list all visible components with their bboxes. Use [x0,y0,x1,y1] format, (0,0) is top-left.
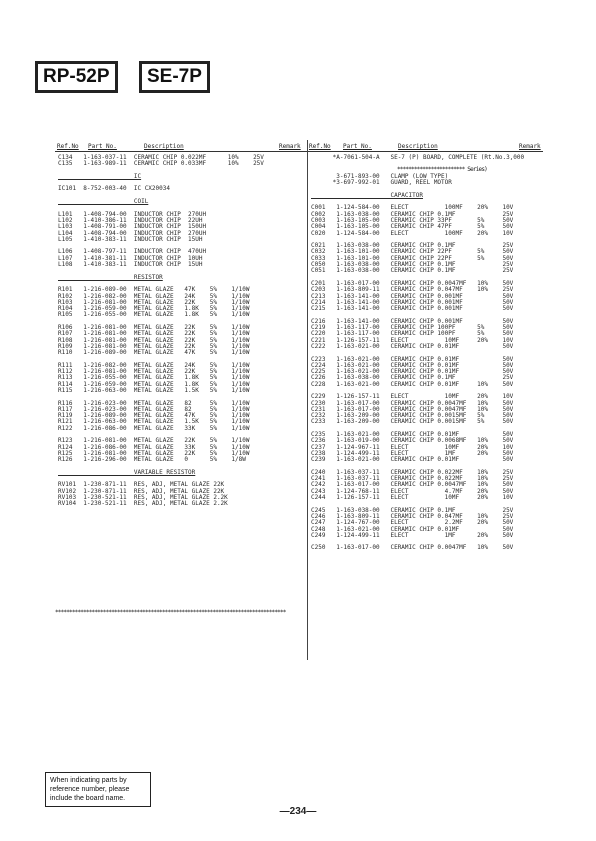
left-part-row: R112 1-216-081-00 METAL GLAZE 22K 5% 1/10W [58,368,250,376]
left-part-row: RV103 1-230-521-11 RES, ADJ, METAL GLAZE 2.2K [58,494,228,502]
right-part-row: C221 1-126-157-11 ELECT 10MF 20% 10V [311,336,514,344]
parts-list-right [311,155,524,552]
left-part-row: R106 1-216-081-00 METAL GLAZE 22K 5% 1/10W [58,324,250,332]
left-part-row: R103 1-216-081-00 METAL GLAZE 22K 5% 1/10W [58,298,250,306]
right-part-row: C226 1-163-038-00 CERAMIC CHIP 0.1MF 25V [311,374,514,382]
header-description-right: Description [398,143,438,150]
right-part-row: C223 1-163-021-00 CERAMIC CHIP 0.01MF 50V [311,355,514,363]
left-part-row: R125 1-216-081-00 METAL GLAZE 22K 5% 1/10W [58,449,250,457]
right-part-row: C004 1-163-105-00 CERAMIC CHIP 47PF 5% 50V [311,223,514,231]
right-part-row: C232 1-163-209-00 CERAMIC CHIP 0.0015MF 5% 50V [311,412,514,420]
left-section-heading: RESISTOR [58,273,163,281]
left-part-row: R119 1-216-089-00 METAL GLAZE 47K 5% 1/10W [58,412,250,420]
left-part-row: R107 1-216-081-00 METAL GLAZE 22K 5% 1/10W [58,330,250,338]
left-part-row: RV101 1-230-871-11 RES, ADJ, METAL GLAZE 22K [58,481,225,489]
header-ref-no-right: Ref.No [309,143,331,150]
right-part-row: C203 1-163-809-11 CERAMIC CHIP 0.047MF 10% 25V [311,286,514,294]
header-ref-no: Ref.No [57,143,79,150]
left-part-row: R111 1-216-082-00 METAL GLAZE 24K 5% 1/10W [58,361,250,369]
left-part-row: RV104 1-230-521-11 RES, ADJ, METAL GLAZE 2.2K [58,500,228,508]
left-part-row: R101 1-216-089-00 METAL GLAZE 47K 5% 1/10W [58,286,250,294]
left-part-row: R108 1-216-081-00 METAL GLAZE 22K 5% 1/10W [58,336,250,344]
right-part-row: C247 1-124-767-00 ELECT 2.2MF 20% 50V [311,519,514,527]
right-part-row: C201 1-163-017-00 CERAMIC CHIP 0.0047MF 10% 50V [311,279,514,287]
reference-note: When indicating parts by reference number, please include the board name. [45,772,151,807]
right-part-row: C220 1-163-117-00 CERAMIC CHIP 100PF 5% 50V [311,330,514,338]
right-part-row: C244 1-126-157-11 ELECT 10MF 20% 10V [311,494,514,502]
right-part-row: C229 1-126-157-11 ELECT 10MF 20% 10V [311,393,514,401]
right-part-row: C248 1-163-021-00 CERAMIC CHIP 0.01MF 50V [311,525,514,533]
left-part-row: L107 1-410-381-11 INDUCTOR CHIP 10UH [58,254,203,262]
left-part-row: R124 1-216-086-00 METAL GLAZE 33K 5% 1/10W [58,443,250,451]
left-part-row: L103 1-408-791-00 INDUCTOR CHIP 150UH [58,223,207,231]
header-description: Description [144,143,184,150]
right-part-row: C230 1-163-017-00 CERAMIC CHIP 0.0047MF 10% 50V [311,399,514,407]
left-part-row: IC101 8-752-003-40 IC CX20034 [58,185,170,193]
right-part-row: C002 1-163-038-00 CERAMIC CHIP 0.1MF 25V [311,210,514,218]
left-section-heading: IC [58,172,142,180]
left-part-row: L108 1-410-383-11 INDUCTOR CHIP 15UH [58,261,203,269]
header-part-no: Part No. [88,143,117,150]
left-part-row: R104 1-216-059-00 METAL GLAZE 1.8K 5% 1/10W [58,305,250,313]
left-part-row: L105 1-410-383-11 INDUCTOR CHIP 15UH [58,235,203,243]
right-part-row: C219 1-163-117-00 CERAMIC CHIP 100PF 5% 50V [311,324,514,332]
left-part-row: R115 1-216-063-00 METAL GLAZE 1.5K 5% 1/10W [58,386,250,394]
header-part-no-right: Part No. [343,143,372,150]
right-part-row: C238 1-124-499-11 ELECT 1MF 20% 50V [311,449,514,457]
right-part-row: C214 1-163-141-00 CERAMIC CHIP 0.001MF 50V [311,298,514,306]
column-divider [307,140,308,660]
right-part-row: C239 1-163-021-00 CERAMIC CHIP 0.01MF 50V [311,456,514,464]
right-section-heading: CAPACITOR [311,191,423,199]
left-part-row: R110 1-216-089-00 METAL GLAZE 47K 5% 1/10W [58,349,250,357]
left-part-row: R122 1-216-086-00 METAL GLAZE 33K 5% 1/10W [58,424,250,432]
right-part-row: C032 1-163-101-00 CERAMIC CHIP 22PF 5% 50V [311,248,514,256]
left-part-row: R113 1-216-055-00 METAL GLAZE 1.8K 5% 1/10W [58,374,250,382]
right-part-row: *3-697-992-01 GUARD, REEL MOTOR [311,179,452,187]
left-part-row: R123 1-216-081-00 METAL GLAZE 22K 5% 1/10W [58,437,250,445]
right-part-row: C021 1-163-038-00 CERAMIC CHIP 0.1MF 25V [311,242,514,250]
page-number: —234— [279,806,317,817]
right-part-row: C242 1-163-017-00 CERAMIC CHIP 0.0047MF 10% 50V [311,481,514,489]
right-part-row: C235 1-163-021-00 CERAMIC CHIP 0.01MF 50V [311,431,514,439]
left-part-row: L104 1-408-794-00 INDUCTOR CHIP 270UH [58,229,207,237]
right-part-row: 3-671-893-00 CLAMP (LOW TYPE) [311,172,449,180]
right-part-row: C222 1-163-021-00 CERAMIC CHIP 0.01MF 50V [311,342,514,350]
right-part-row: C051 1-163-038-00 CERAMIC CHIP 0.1MF 25V [311,267,514,275]
right-part-row: C231 1-163-017-00 CERAMIC CHIP 0.0047MF 10% 50V [311,405,514,413]
left-part-row: RV102 1-230-871-11 RES, ADJ, METAL GLAZE 22K [58,487,225,495]
left-part-row: R114 1-216-059-00 METAL GLAZE 1.8K 5% 1/10W [58,380,250,388]
left-part-row: R116 1-216-023-00 METAL GLAZE 82 5% 1/10W [58,399,250,407]
right-part-row: *A-7061-504-A SE-7 (P) BOARD, COMPLETE (Rt.No.3,000 [311,154,525,161]
right-part-row: C243 1-124-768-11 ELECT 4.7MF 20% 50V [311,487,514,495]
right-part-row: C237 1-124-967-11 ELECT 10MF 20% 10V [311,443,514,451]
header-divider [55,151,543,152]
left-part-row: R126 1-216-296-00 METAL GLAZE 0 5% 1/8W [58,456,246,464]
header-remark-right: Remark [519,143,541,150]
right-part-row: C233 1-163-209-00 CERAMIC CHIP 0.0015MF 5% 50V [311,418,514,426]
left-part-row: R105 1-216-055-00 METAL GLAZE 1.8K 5% 1/10W [58,311,250,319]
right-part-row: C236 1-163-019-00 CERAMIC CHIP 0.0068MF 10% 50V [311,437,514,445]
left-part-row: L102 1-410-386-11 INDUCTOR CHIP 22UH [58,216,203,224]
model-label-rp52p: RP-52P [36,62,117,92]
right-part-row: C240 1-163-037-11 CERAMIC CHIP 0.022MF 10% 25V [311,468,514,476]
right-part-row: C050 1-163-038-00 CERAMIC CHIP 0.1MF 25V [311,261,514,269]
right-part-row: C245 1-163-038-00 CERAMIC CHIP 0.1MF 25V [311,506,514,514]
right-part-row: C224 1-163-021-00 CERAMIC CHIP 0.01MF 50V [311,361,514,369]
left-part-row: R102 1-216-082-00 METAL GLAZE 24K 5% 1/10W [58,292,250,300]
right-part-row: C213 1-163-141-00 CERAMIC CHIP 0.001MF 50V [311,292,514,300]
left-part-row: C135 1-163-989-11 CERAMIC CHIP 0.033MF 10% 25V [58,160,264,168]
model-label-se7p: SE-7P [140,62,209,92]
right-part-row: C020 1-124-584-00 ELECT 100MF 20% 10V [311,229,514,237]
left-part-row: R109 1-216-081-00 METAL GLAZE 22K 5% 1/10W [58,342,250,350]
right-part-row: C228 1-163-021-00 CERAMIC CHIP 0.01MF 10% 50V [311,380,514,388]
header-remark: Remark [279,143,301,150]
section-divider-stars: ********************************************************************************** [55,609,286,616]
right-part-row: C001 1-124-584-00 ELECT 100MF 20% 10V [311,204,514,212]
right-part-row: C216 1-163-141-00 CERAMIC CHIP 0.001MF 50V [311,317,514,325]
left-part-row: L101 1-408-794-00 INDUCTOR CHIP 270UH [58,210,207,218]
left-part-row: L106 1-408-797-11 INDUCTOR CHIP 470UH [58,248,207,256]
left-section-heading: VARIABLE RESISTOR [58,468,196,476]
parts-list-left [58,155,264,508]
left-section-heading: COIL [58,198,149,206]
right-part-row: C003 1-163-105-00 CERAMIC CHIP 33PF 5% 50V [311,216,514,224]
right-part-row: C241 1-163-037-11 CERAMIC CHIP 0.022MF 10% 25V [311,475,514,483]
right-part-row: C225 1-163-021-00 CERAMIC CHIP 0.01MF 50V [311,368,514,376]
right-part-row: C215 1-163-141-00 CERAMIC CHIP 0.001MF 50V [311,305,514,313]
left-part-row: R117 1-216-023-00 METAL GLAZE 82 5% 1/10W [58,405,250,413]
left-part-row: C134 1-163-037-11 CERAMIC CHIP 0.022MF 10% 25V [58,154,264,161]
right-part-row: C249 1-124-499-11 ELECT 1MF 20% 50V [311,531,514,539]
series-stars: ************************ Series) [397,166,487,173]
right-part-row: C033 1-163-101-00 CERAMIC CHIP 22PF 5% 50V [311,254,514,262]
right-part-row: C246 1-163-809-11 CERAMIC CHIP 0.047MF 10% 25V [311,512,514,520]
left-part-row: R121 1-216-063-00 METAL GLAZE 1.5K 5% 1/10W [58,418,250,426]
right-part-row: C250 1-163-017-00 CERAMIC CHIP 0.0047MF 10% 50V [311,544,514,552]
